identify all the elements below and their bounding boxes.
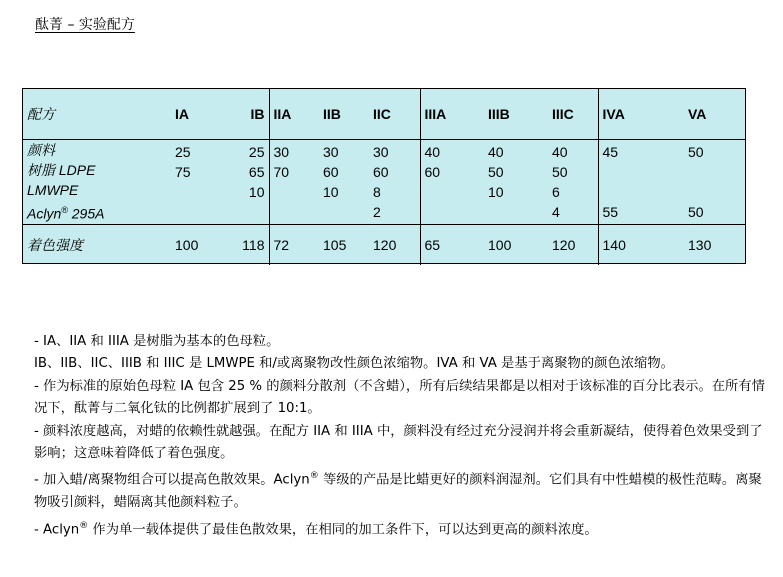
col-header: IVA <box>598 89 684 140</box>
header-label: 配方 <box>23 89 171 140</box>
col-header: IIB <box>319 89 369 140</box>
cell: 72 <box>269 224 319 265</box>
cell: 118 <box>242 236 265 253</box>
col-va <box>684 140 745 225</box>
cell: 25 <box>175 143 191 160</box>
cell: 60 <box>323 163 339 180</box>
cell: 40 <box>424 143 441 160</box>
cell: 4 <box>552 203 560 220</box>
cell: 6 <box>552 183 560 200</box>
notes <box>34 331 770 542</box>
col-iia <box>269 140 319 225</box>
col-iva <box>598 140 684 225</box>
row-label-text: Aclyn <box>27 205 62 222</box>
note-paragraph <box>34 376 770 421</box>
cell: 70 <box>273 163 290 180</box>
cell: 120 <box>373 236 397 253</box>
cell <box>175 202 217 222</box>
formula-table-box <box>22 88 746 264</box>
col-header: IIIA <box>420 89 484 140</box>
cell: 65 <box>248 163 265 180</box>
cell <box>425 202 481 222</box>
row-labels <box>23 140 171 225</box>
note-text: 作为单一载体提供了最佳色散效果，在相同的加工条件下，可以达到更高的颜料浓度。 <box>88 522 598 538</box>
cell <box>688 182 741 202</box>
cell <box>175 182 217 202</box>
cell <box>488 202 544 222</box>
registered-mark: ® <box>61 205 68 215</box>
cell: 30 <box>273 143 290 160</box>
col-iiic <box>548 140 598 225</box>
cell: 60 <box>373 163 389 180</box>
cell <box>425 182 481 202</box>
note-paragraph <box>34 421 770 466</box>
note-paragraph <box>34 331 770 353</box>
note-text: - 颜料浓度越高，对蜡的依赖性就越强。在配方 IIA 和 IIIA 中，颜料没有经过充分浸润并将会重新凝结，使得着色效果受到了影响；这意味着降低了着色强度。 <box>34 423 763 462</box>
cell <box>603 182 681 202</box>
row-label: 颜料 <box>27 142 55 158</box>
col-iiia <box>420 140 484 225</box>
cell <box>274 182 316 202</box>
note-paragraph <box>34 465 770 514</box>
cell: 10 <box>488 183 504 200</box>
cell: 8 <box>373 183 381 200</box>
header-row <box>23 89 745 140</box>
col-header: IIIB <box>484 89 548 140</box>
row-label: 着色强度 <box>27 236 83 253</box>
cell: 2 <box>373 203 381 220</box>
row-label <box>27 200 167 224</box>
cell: 50 <box>552 163 568 180</box>
cell <box>323 202 365 222</box>
cell: 45 <box>602 143 619 160</box>
cell: 30 <box>323 143 339 160</box>
cell: 50 <box>688 203 704 220</box>
cell <box>688 162 741 182</box>
cell: 105 <box>323 236 347 253</box>
col-header: IIC <box>369 89 420 140</box>
row-label-suffix: 295A <box>67 205 105 222</box>
note-paragraph <box>34 353 770 375</box>
formula-table <box>23 89 745 265</box>
note-text: - 作为标准的原始色母粒 IA 包含 25 % 的颜料分散剂（不含蜡），所有后续结果都是以相对于该标准的百分比表示。在所有情况下，酞菁与二氧化钛的比例都扩展到了 10:1。 <box>34 378 765 417</box>
cell: 50 <box>488 163 504 180</box>
note-paragraph <box>34 515 770 542</box>
registered-mark: ® <box>79 520 89 531</box>
col-header: VA <box>684 89 745 140</box>
cell: 10 <box>248 183 265 200</box>
row-label: LMWPE <box>27 182 79 198</box>
note-text: - 加入蜡/离聚物组合可以提高色散效果。Aclyn <box>34 472 310 488</box>
cell: 75 <box>175 163 191 180</box>
cell: 140 <box>598 224 684 265</box>
cell: 100 <box>488 236 512 253</box>
cell <box>274 202 316 222</box>
cell: 100 <box>175 236 199 253</box>
tint-strength-row <box>23 224 745 265</box>
cell: 50 <box>688 143 704 160</box>
cell <box>225 202 265 222</box>
col-iib <box>319 140 369 225</box>
cell: 25 <box>248 143 265 160</box>
cell: 40 <box>488 143 504 160</box>
page-title: 酞菁 – 实验配方 <box>35 17 135 33</box>
cell: 130 <box>688 236 712 253</box>
cell: 40 <box>552 143 568 160</box>
col-header: IIA <box>269 89 319 140</box>
cell: 30 <box>373 143 389 160</box>
note-text: IB、IIB、IIC、IIIB 和 IIIC 是 LMWPE 和/或离聚物改性颜色浓缩物。IVA 和 VA 是基于离聚物的颜色浓缩物。 <box>34 356 674 372</box>
col-ib <box>221 140 269 225</box>
cell: 120 <box>552 236 576 253</box>
col-iiib <box>484 140 548 225</box>
cell <box>603 162 681 182</box>
cell: 65 <box>420 224 484 265</box>
col-header: IB <box>221 89 269 140</box>
note-text: 等级的产品是比蜡更好的颜料润湿剂。它们具有中性蜡模的极性范畴。离聚物吸引颜料，蜡隔离其他颜料粒子。 <box>34 472 762 511</box>
col-header: IA <box>171 89 221 140</box>
col-ia <box>171 140 221 225</box>
cell: 60 <box>424 163 441 180</box>
registered-mark: ® <box>309 471 319 482</box>
ingredient-rows <box>23 140 745 225</box>
note-text: - Aclyn <box>34 522 80 538</box>
cell: 55 <box>602 203 619 220</box>
col-iic <box>369 140 420 225</box>
cell: 10 <box>323 183 339 200</box>
row-label: 树脂 LDPE <box>27 162 96 178</box>
col-header: IIIC <box>548 89 598 140</box>
note-text: - IA、IIA 和 IIIA 是树脂为基本的色母粒。 <box>34 334 280 349</box>
